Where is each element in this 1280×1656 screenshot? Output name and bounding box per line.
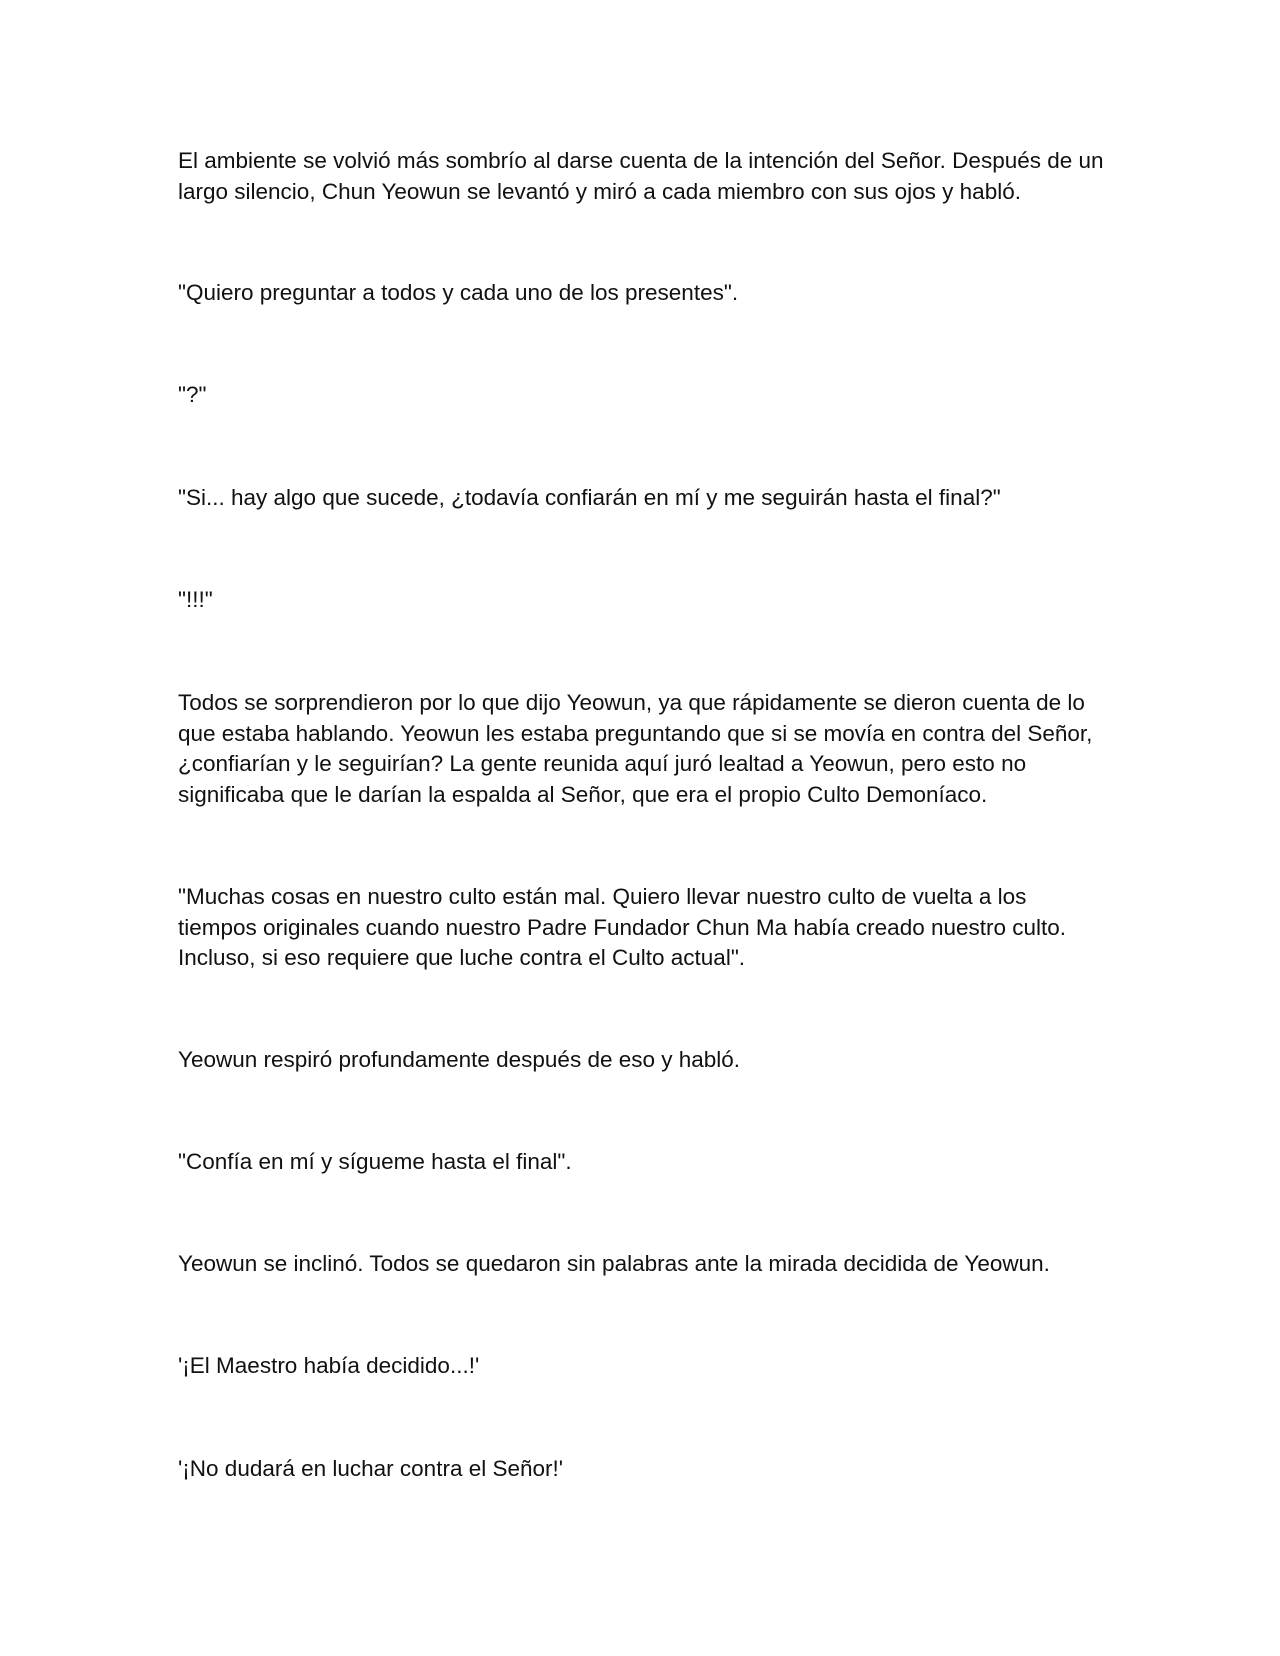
paragraph-narration-1: El ambiente se volvió más sombrío al darse cuenta de la intención del Señor. Después de un largo silencio, Chun Yeowun se levantó y miró a cada miembro con sus ojos y habló. — [178, 148, 1104, 204]
paragraph-thought-1: '¡El Maestro había decidido...!' — [178, 1353, 480, 1378]
paragraph-narration-4: Yeowun se inclinó. Todos se quedaron sin palabras ante la mirada decidida de Yeowun. — [178, 1251, 1050, 1276]
paragraph-dialogue-3: "Si... hay algo que sucede, ¿todavía confiarán en mí y me seguirán hasta el final?" — [178, 485, 1001, 510]
paragraph-dialogue-5: "Muchas cosas en nuestro culto están mal. Quiero llevar nuestro culto de vuelta a los tiempos originales cuando nuestro Padre Fundador Chun Ma había creado nuestro culto. Incluso, si eso requiere que luche contra el Culto actual". — [178, 884, 1067, 971]
paragraph-dialogue-4: "!!!" — [178, 587, 213, 612]
paragraph-dialogue-1: "Quiero preguntar a todos y cada uno de los presentes". — [178, 280, 739, 305]
paragraph-narration-3: Yeowun respiró profundamente después de eso y habló. — [178, 1047, 741, 1072]
paragraph-thought-2: '¡No dudará en luchar contra el Señor!' — [178, 1456, 564, 1481]
paragraph-dialogue-6: "Confía en mí y sígueme hasta el final". — [178, 1149, 572, 1174]
paragraph-dialogue-2: "?" — [178, 382, 207, 407]
paragraph-narration-2: Todos se sorprendieron por lo que dijo Yeowun, ya que rápidamente se dieron cuenta de lo que estaba hablando. Yeowun les estaba preguntando que si se movía en contra del Señor, ¿confiarían y le seguirían? La gente reunida aquí juró lealtad a Yeowun, pero esto no significaba que le darían la espalda al Señor, que era el propio Culto Demoníaco. — [178, 690, 1093, 807]
